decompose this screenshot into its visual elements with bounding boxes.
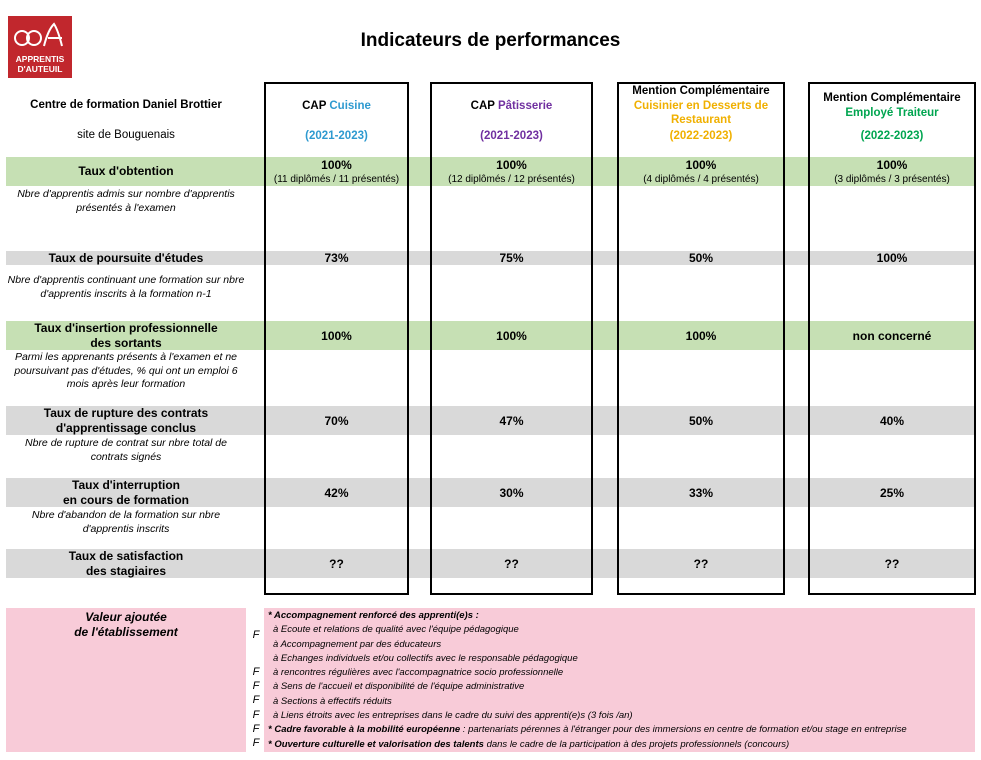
obtention-value-1: 100% (11 diplômés / 11 présentés) [273,158,400,185]
valeur-line: à Accompagnement par des éducateurs [273,638,442,650]
valeur-line: à Ecoute et relations de qualité avec l'équipe pédagogique [273,624,519,636]
poursuite-value-1: 73% [324,251,349,265]
valeur-line: à Liens étroits avec les entreprises dans le cadre du suivi des apprenti(e)s (3 fois /an) [273,710,633,722]
col4-header: Mention Complémentaire Employé Traiteur [823,92,961,119]
rupture-value-1: 70% [324,413,349,428]
rupture-value-4: 40% [879,413,905,428]
insertion-value-3: 100% [685,328,717,343]
centre-site: site de Bouguenais [77,129,175,141]
col3-years: (2022-2023) [669,130,733,142]
col1-years: (2021-2023) [305,130,368,142]
indicator-interruption-desc: Nbre d'abandon de la formation sur nbre d'apprentis inscrits [31,509,221,535]
indicator-poursuite-label: Taux de poursuite d'études [48,250,204,265]
col2-header: CAP Pâtisserie [470,100,553,112]
page-title: Indicateurs de performances [360,30,621,51]
indicator-obtention-label: Taux d'obtention [78,164,174,178]
interruption-value-3: 33% [688,485,714,500]
indicator-insertion-desc: Parmi les apprenants présents à l'examen et ne poursuivant pas d'études, % qui ont un emploi 6 mois après leur formation [14,351,238,390]
col3-header: Mention Complémentaire Cuisinier en Desserts de Restaurant [632,85,770,126]
rupture-value-2: 47% [499,413,524,428]
indicator-satisfaction-label: Taux de satisfaction des stagiaires [68,548,184,578]
indicator-obtention-desc: Nbre d'apprentis admis sur nombre d'apprentis présentés à l'examen [17,188,235,214]
valeur-line: à Echanges individuels et/ou collectifs avec le responsable pédagogique [273,652,578,664]
poursuite-value-3: 50% [688,251,714,265]
f-marker: F [252,680,260,692]
valeur-bullet-list [268,609,975,752]
satisfaction-value-1: ?? [329,556,344,571]
poursuite-value-4: 100% [876,251,908,265]
f-marker: F [252,666,260,678]
col1-header: CAP Cuisine [302,100,371,112]
indicator-rupture-label: Taux de rupture des contrats d'apprentissage conclus [43,405,209,435]
insertion-value-1: 100% [321,328,352,343]
f-marker: F [252,709,260,721]
valeur-line: à Sens de l'accueil et disponibilité de l'équipe administrative [273,681,525,693]
f-marker: F [252,629,260,641]
insertion-value-4: non concerné [852,328,932,343]
indicator-interruption-label: Taux d'interruption en cours de formation [62,477,190,507]
indicator-poursuite-desc: Nbre d'apprentis continuant une formation sur nbre d'apprentis inscrits à la formation n-1 [7,274,245,300]
satisfaction-value-4: ?? [884,556,900,571]
satisfaction-value-3: ?? [693,556,709,571]
poursuite-value-2: 75% [499,251,524,265]
logo-text-line2: D'AUTEUIL [17,64,63,74]
f-marker: F [252,723,260,735]
satisfaction-value-2: ?? [504,556,519,571]
interruption-value-1: 42% [324,485,349,500]
valeur-line: * Accompagnement renforcé des apprenti(e)s : [268,610,479,621]
indicator-rupture-desc: Nbre de rupture de contrat sur nbre total de contrats signés [25,437,227,463]
valeur-title: Valeur ajoutée de l'établissement [74,610,178,639]
f-marker: F [252,737,260,749]
valeur-line: * Ouverture culturelle et valorisation des talents dans le cadre de la participation à des projets professionnels (concours) [268,738,790,750]
obtention-value-4: 100% (3 diplômés / 3 présentés) [834,158,950,185]
col2-years: (2021-2023) [480,130,543,142]
centre-name: Centre de formation Daniel Brottier [30,99,222,111]
valeur-line: * Cadre favorable à la mobilité européenne : partenariats pérennes à l'étranger pour des immersions en centre de formation et/ou stage en entreprise [268,724,907,736]
f-marker: F [252,694,260,706]
insertion-value-2: 100% [496,328,527,343]
interruption-value-2: 30% [499,485,524,500]
logo-text-line1: APPRENTIS [15,54,65,64]
obtention-value-2: 100% (12 diplômés / 12 présentés) [448,158,575,185]
col4-years: (2022-2023) [860,130,924,142]
obtention-value-3: 100% (4 diplômés / 4 présentés) [643,158,759,185]
interruption-value-4: 25% [879,485,905,500]
rupture-value-3: 50% [688,413,714,428]
valeur-line: à rencontres régulières avec l'accompagnatrice socio professionnelle [273,667,564,679]
indicator-insertion-label: Taux d'insertion professionnelle des sortants [34,320,218,350]
valeur-line: à Sections à effectifs réduits [273,695,392,707]
